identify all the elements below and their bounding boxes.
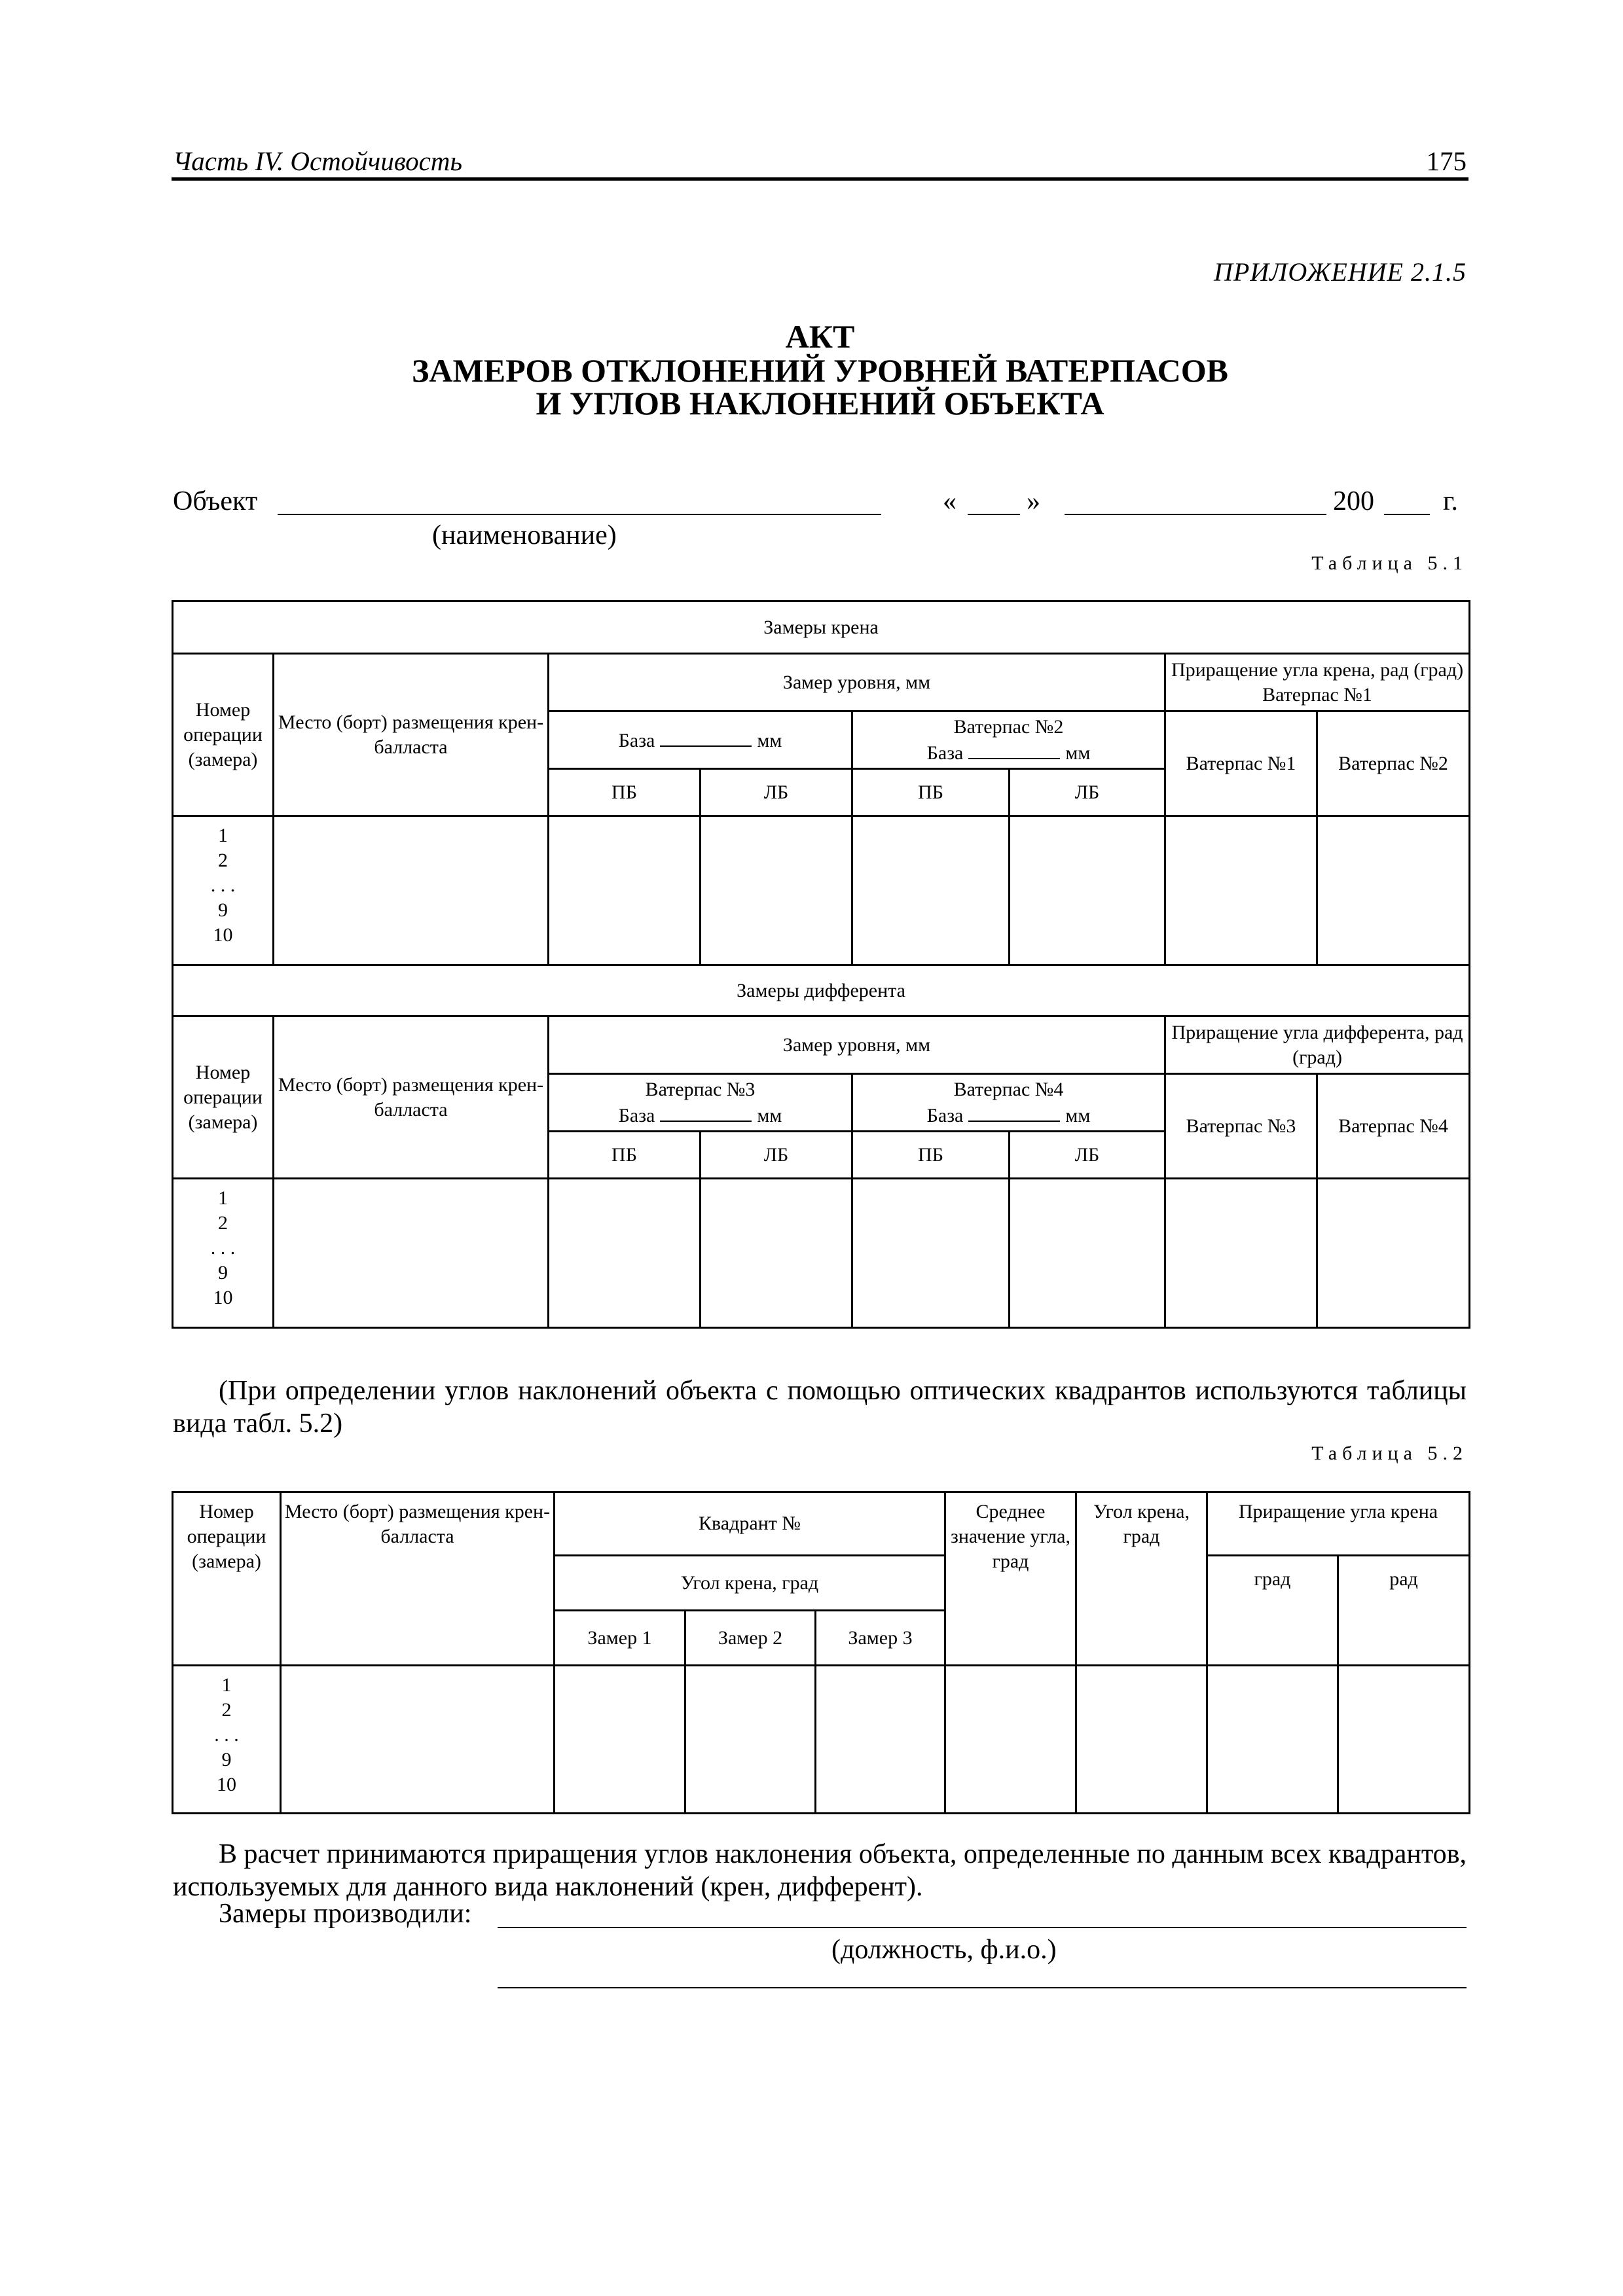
- data-cell[interactable]: [1338, 1666, 1470, 1814]
- data-cell[interactable]: [1165, 1179, 1317, 1328]
- table-5-2: [172, 1491, 1470, 1814]
- data-cell[interactable]: [555, 1666, 685, 1814]
- t2-col-place: Место (борт) размещения крен-балласта: [281, 1492, 555, 1666]
- data-cell[interactable]: [816, 1666, 945, 1814]
- object-label: Объект: [173, 486, 258, 516]
- inc-wp1-head: Ватерпас №1: [1165, 711, 1317, 816]
- col-place-heel: Место (борт) размещения крен-балласта: [274, 654, 549, 816]
- col-increment-heel: Приращение угла крена, рад (град) Ватерпас №1: [1165, 654, 1470, 711]
- table2-caption: Таблица 5.2: [1311, 1443, 1468, 1464]
- data-cell[interactable]: [1317, 1179, 1470, 1328]
- title-line-2: ЗАМЕРОВ ОТКЛОНЕНИЙ УРОВНЕЙ ВАТЕРПАСОВ: [412, 352, 1228, 389]
- mm-label: мм: [1065, 742, 1091, 764]
- t2-col-heel-angle-right: Угол крена, град: [1076, 1492, 1207, 1666]
- page-number: 175: [1426, 146, 1467, 176]
- t2-m3: Замер 3: [816, 1611, 945, 1666]
- data-cell[interactable]: [281, 1666, 555, 1814]
- wp4-label: Ватерпас №4: [953, 1078, 1064, 1100]
- header-rule: [172, 177, 1468, 181]
- table1-caption: Таблица 5.1: [1311, 552, 1468, 574]
- object-name-caption: (наименование): [432, 520, 617, 550]
- title-line-1: АКТ: [785, 318, 855, 355]
- base-wp3-field[interactable]: [660, 1102, 752, 1122]
- appendix-label: ПРИЛОЖЕНИЕ 2.1.5: [1214, 257, 1467, 287]
- data-cell[interactable]: [945, 1666, 1076, 1814]
- t2-m2: Замер 2: [685, 1611, 816, 1666]
- title-line-3: И УГЛОВ НАКЛОНЕНИЙ ОБЪЕКТА: [536, 385, 1104, 422]
- wp3-base-cell: [549, 1074, 852, 1132]
- col-level-heel: Замер уровня, мм: [549, 654, 1165, 711]
- t2-grad-head: град: [1207, 1556, 1338, 1666]
- measured-by-field[interactable]: [498, 1927, 1467, 1928]
- t2-rad-head: рад: [1338, 1556, 1470, 1666]
- base-wp4-field[interactable]: [968, 1102, 1060, 1122]
- data-cell[interactable]: [1076, 1666, 1207, 1814]
- wp2-base-cell: [852, 711, 1165, 769]
- data-cell[interactable]: [1165, 816, 1317, 965]
- data-cell[interactable]: [701, 1179, 852, 1328]
- wp4-base-cell: [852, 1074, 1165, 1132]
- between-paragraph: (При определении углов наклонений объекта с помощью оптических квадрантов используются таблицы вида табл. 5.2): [173, 1376, 1467, 1439]
- wp2-label: Ватерпас №2: [953, 715, 1064, 738]
- year-suffix: г.: [1443, 486, 1458, 516]
- lb-1: ЛБ: [701, 769, 852, 816]
- lb-4: ЛБ: [1010, 1132, 1165, 1179]
- base-label: База: [618, 1104, 655, 1126]
- col-number-heel: Номер операции (замера): [173, 654, 274, 816]
- base-wp1-field[interactable]: [660, 727, 752, 747]
- lb-2: ЛБ: [1010, 769, 1165, 816]
- pb-2: ПБ: [852, 769, 1010, 816]
- data-cell[interactable]: [701, 816, 852, 965]
- object-name-field[interactable]: [278, 514, 881, 515]
- base-label: База: [926, 1104, 964, 1126]
- measured-by-label: Замеры производили:: [219, 1899, 472, 1929]
- wp3-label: Ватерпас №3: [645, 1078, 756, 1100]
- row-numbers-heel: 1 2 . . . 9 10: [173, 816, 274, 965]
- t2-col-increment: Приращение угла крена: [1207, 1492, 1470, 1556]
- col-number-trim: Номер операции (замера): [173, 1016, 274, 1179]
- col-level-trim: Замер уровня, мм: [549, 1016, 1165, 1074]
- data-cell[interactable]: [1010, 1179, 1165, 1328]
- t2-col-heel-angle: Угол крена, град: [555, 1556, 945, 1611]
- inc-wp4-head: Ватерпас №4: [1317, 1074, 1470, 1179]
- t2-col-quadrant: Квадрант №: [555, 1492, 945, 1556]
- col-place-trim: Место (борт) размещения крен-балласта: [274, 1016, 549, 1179]
- footer-paragraph: В расчет принимаются приращения углов наклонения объекта, определенные по данным всех квадрантов, используемых для данного вида наклонений (крен, дифферент).: [173, 1839, 1467, 1902]
- data-cell[interactable]: [274, 1179, 549, 1328]
- pb-1: ПБ: [549, 769, 701, 816]
- data-cell[interactable]: [549, 1179, 701, 1328]
- base-wp1-cell: [549, 711, 852, 769]
- mm-label: мм: [1065, 1104, 1091, 1126]
- pb-3: ПБ: [549, 1132, 701, 1179]
- row-numbers-trim: 1 2 . . . 9 10: [173, 1179, 274, 1328]
- base-wp2-field[interactable]: [968, 740, 1060, 759]
- inc-wp2-head: Ватерпас №2: [1317, 711, 1470, 816]
- base-label: База: [926, 742, 964, 764]
- quote-close: »: [1027, 486, 1040, 516]
- section-heel: Замеры крена: [173, 601, 1470, 654]
- t2-m1: Замер 1: [555, 1611, 685, 1666]
- t2-row-numbers: 1 2 . . . 9 10: [173, 1666, 281, 1814]
- data-cell[interactable]: [1317, 816, 1470, 965]
- data-cell[interactable]: [852, 816, 1010, 965]
- day-field[interactable]: [968, 514, 1020, 515]
- year-prefix: 200: [1333, 486, 1374, 516]
- data-cell[interactable]: [685, 1666, 816, 1814]
- running-head: Часть IV. Остойчивость: [173, 146, 463, 176]
- quote-open: «: [943, 486, 957, 516]
- t2-col-number: Номер операции (замера): [173, 1492, 281, 1666]
- section-trim: Замеры дифферента: [173, 965, 1470, 1016]
- data-cell[interactable]: [852, 1179, 1010, 1328]
- data-cell[interactable]: [1010, 816, 1165, 965]
- month-field[interactable]: [1065, 514, 1326, 515]
- base-label: База: [618, 729, 655, 751]
- table-5-1: [172, 600, 1470, 1329]
- position-caption: (должность, ф.и.о.): [831, 1935, 1057, 1965]
- lb-3: ЛБ: [701, 1132, 852, 1179]
- data-cell[interactable]: [549, 816, 701, 965]
- data-cell[interactable]: [274, 816, 549, 965]
- pb-4: ПБ: [852, 1132, 1010, 1179]
- year-field[interactable]: [1384, 514, 1430, 515]
- inc-wp3-head: Ватерпас №3: [1165, 1074, 1317, 1179]
- mm-label: мм: [757, 1104, 782, 1126]
- t2-col-avg: Среднее значение угла, град: [945, 1492, 1076, 1666]
- col-increment-trim: Приращение угла дифферента, рад (град): [1165, 1016, 1470, 1074]
- measured-by-field-2[interactable]: [498, 1987, 1467, 1988]
- data-cell[interactable]: [1207, 1666, 1338, 1814]
- mm-label: мм: [757, 729, 782, 751]
